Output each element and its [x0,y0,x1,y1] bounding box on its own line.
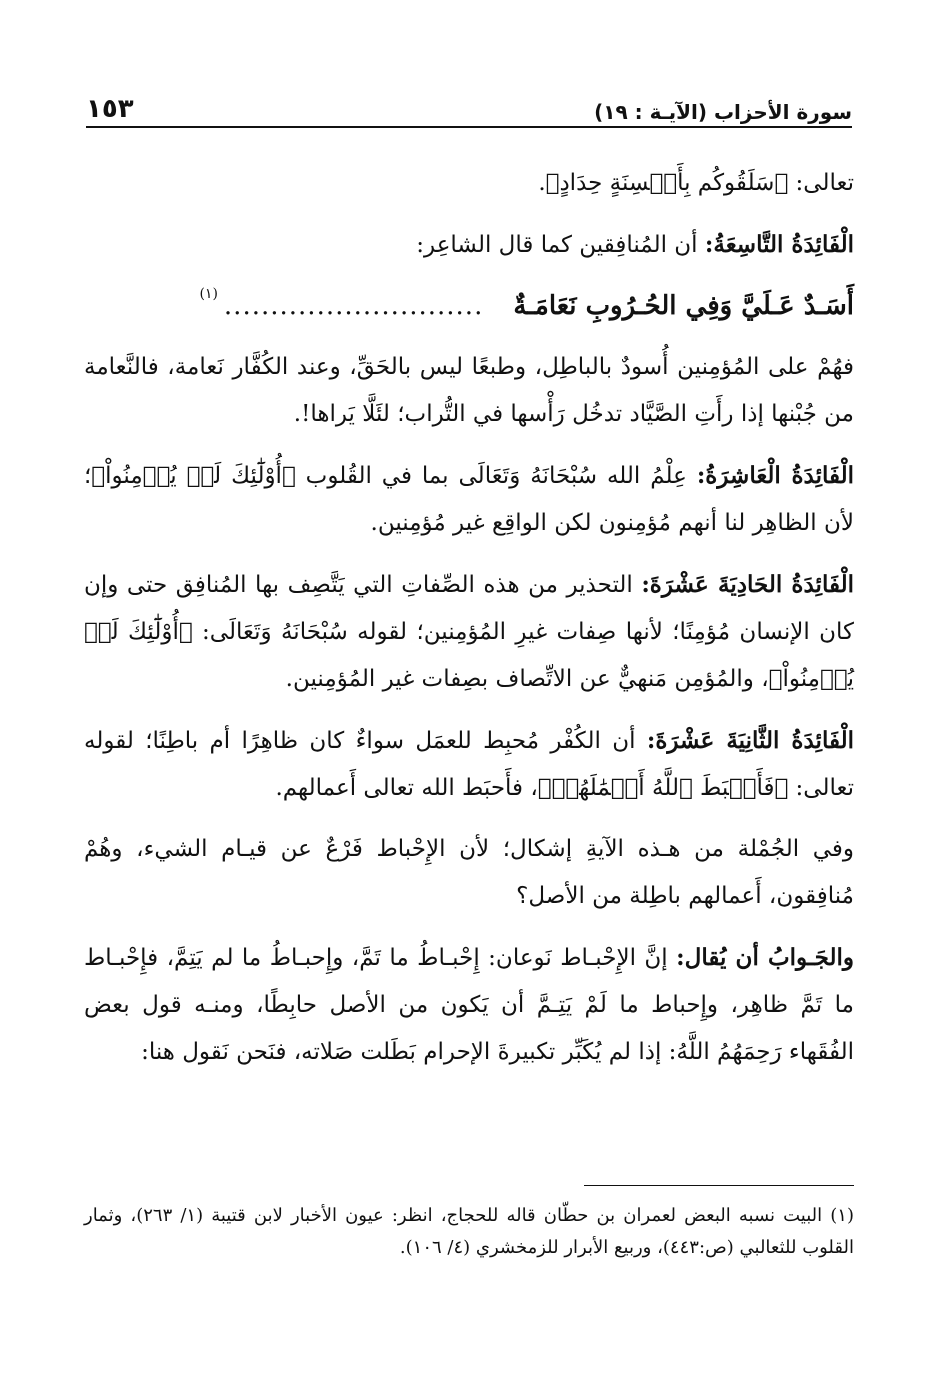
paragraph-text: تعالى: ﴿سَلَقُوكُم بِأَلۡسِنَةٍ حِدَادٍ﴾. [538,170,854,196]
paragraph-text: إنَّ الإِحْبـاط نَوعان: إِحْبـاطُ ما تَمَّ، وإِحبـاطُ ما لم يَتِمَّ، فإِحْبـاط ما تَمَّ ظاهِر، وإِحباط ما لَمْ يَتِـمَّ أن يَكون من الأصل حابِطًا، ومنـه قول بعض الفُقَهاء رَحِمَهُمُ اللَّهُ: إذا لم يُكَبِّر تكبيرةَ الإحرام بَطَلت صَلاته، فنَحن نَقول هنا: [84,945,854,1065]
paragraph-3 [84,344,854,438]
paragraph-text: وفي الجُمْلة من هـذه الآيةِ إشكال؛ لأن الإِحْباط فَرْعٌ عن قيـام الشيء، وهُمْ مُنافِقون، أَعمالهم باطِلة من الأصل؟ [84,836,854,909]
footnote-marker: (١) [199,286,218,302]
verse-hemistich: أَسَـدٌ عَـلَيَّ وَفِي الحُـرُوبِ نَعَامَـةٌ [513,291,854,321]
paragraph-5 [84,561,854,703]
verse-ellipsis: ............................ [223,291,484,321]
paragraph-4 [84,452,854,547]
paragraph-7 [84,826,854,920]
footnote-rule [584,1185,854,1186]
paragraph-8 [84,934,854,1076]
paragraph-text: فهُمْ على المُؤمِنين أُسودٌ بالباطِل، وطبعًا ليس بالحَقِّ، وعند الكُفَّار نَعامة، فالنَّعامة من جُبْنها إذا رأَتِ الصَّيَّاد تدخُل رَأْسها في التُّراب؛ لئَلَّا يَراها!. [84,354,854,427]
poetry-verse [84,283,854,330]
paragraph-1 [84,160,854,207]
paragraph-heading: الْفَائِدَةُ الثَّانِيَةَ عَشْرَةَ: [646,727,854,754]
paragraph-text: أن الكُفْر مُحبِط للعمَل سواءٌ كان ظاهِرًا أم باطِنًا؛ لقوله تعالى: ﴿فَأَحۡبَطَ ٱللَّهُ أَعۡمَٰلَهُمۡ﴾، فأَحبَط الله تعالى أَعمالهم. [84,728,854,801]
paragraph-heading: الْفَائِدَةُ الْعَاشِرَةُ: [696,462,855,489]
paragraph-heading: الْفَائِدَةُ التَّاسِعَةُ: [704,231,854,258]
footnote-1: (١) البيت نسبه البعض لعمران بن حطّان قاله للحجاج، انظر: عيون الأخبار لابن قتيبة (١/ ٢٦٣)، وثمار القلوب للثعالبي (ص:٤٤٣)، وربيع الأبرار للزمخشري (٤/ ١٠٦). [84,1205,854,1258]
footnotes [84,1200,854,1264]
paragraph-heading: الْفَائِدَةُ الحَادِيَةَ عَشْرَةَ: [641,571,854,598]
paragraph-2 [84,221,854,269]
header-rule [86,126,852,128]
paragraph-text: أن المُنافِقين كما قال الشاعِر: [416,232,705,258]
paragraph-text: عِلْمُ الله سُبْحَانَهُ وَتَعَالَى بما في القُلوب ﴿أُوْلَٰٓئِكَ لَمۡ يُؤۡمِنُواْ﴾؛ لأن الظاهِر لنا أنهم مُؤمِنون لكن الواقِع غير مُؤمِنين. [84,463,854,536]
paragraph-heading: والجَـوابُ أن يُقال: [676,944,854,971]
page-header [86,88,852,122]
page-number: ١٥٣ [86,94,134,124]
running-title: سورة الأحزاب (الآيـة : ١٩) [594,100,852,124]
paragraph-6 [84,717,854,812]
page-body [84,160,854,1090]
paragraph-text: التحذير من هذه الصِّفاتِ التي يَتَّصِف بها المُنافِق حتى وإن كان الإنسان مُؤمِنًا؛ لأنها صِفات غيرِ المُؤمِنين؛ لقوله سُبْحَانَهُ وَتَعَالَى: ﴿أُوْلَٰٓئِكَ لَمۡ يُؤۡمِنُواْ﴾، والمُؤمِن مَنهيٌّ عن الاتِّصاف بصِفات غير المُؤمِنين. [84,572,854,692]
